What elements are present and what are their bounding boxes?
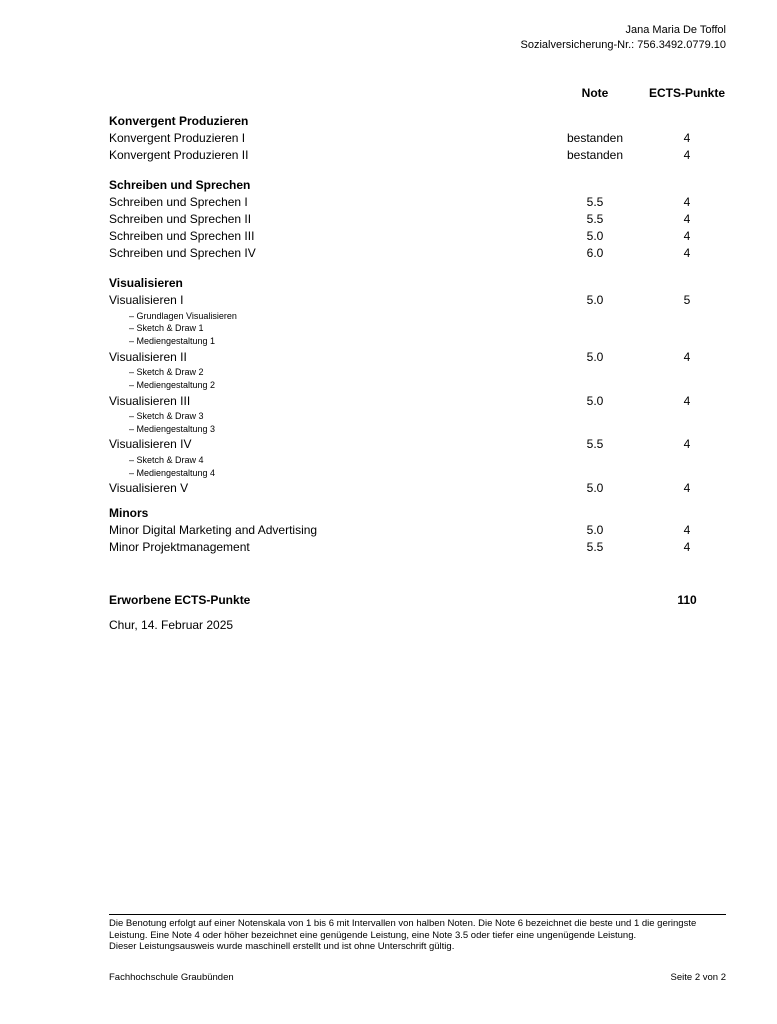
course-row bbox=[0, 436, 777, 453]
course-ects: 4 bbox=[683, 195, 691, 209]
course-module: – Sketch & Draw 3 bbox=[129, 411, 204, 421]
course-ects: 4 bbox=[683, 212, 691, 226]
total-ects-value: 110 bbox=[677, 593, 697, 607]
course-ects: 4 bbox=[683, 349, 691, 364]
course-ects: 4 bbox=[683, 148, 691, 162]
section-title: Konvergent Produzieren bbox=[109, 114, 249, 128]
section-title: Minors bbox=[109, 506, 149, 520]
course-row bbox=[0, 349, 777, 366]
course-name: Visualisieren III bbox=[109, 393, 191, 408]
course-module: – Mediengestaltung 2 bbox=[129, 379, 216, 390]
course-ects: 4 bbox=[683, 523, 691, 537]
course-note: bestanden bbox=[566, 148, 624, 162]
course-name: Konvergent Produzieren I bbox=[109, 131, 246, 145]
course-module: – Mediengestaltung 4 bbox=[129, 467, 216, 478]
social-security-number: Sozialversicherung-Nr.: 756.3492.0779.10 bbox=[520, 39, 726, 51]
course-note: 5.0 bbox=[586, 293, 604, 307]
course-note: 6.0 bbox=[586, 246, 604, 260]
course-note: 5.0 bbox=[586, 229, 604, 243]
section-title: Visualisieren bbox=[109, 276, 183, 290]
column-header-note: Note bbox=[581, 86, 609, 100]
course-row bbox=[0, 393, 777, 410]
course-ects: 4 bbox=[683, 393, 691, 408]
course-note: 5.0 bbox=[586, 481, 604, 496]
course-module: – Mediengestaltung 3 bbox=[129, 423, 216, 434]
course-ects: 4 bbox=[683, 246, 691, 260]
page-number: Seite 2 von 2 bbox=[670, 972, 726, 983]
course-row bbox=[0, 147, 777, 164]
course-name: Visualisieren V bbox=[109, 481, 189, 496]
section-title: Schreiben und Sprechen bbox=[109, 178, 251, 192]
course-row bbox=[0, 194, 777, 211]
course-row bbox=[0, 130, 777, 147]
course-name: Schreiben und Sprechen II bbox=[109, 212, 252, 226]
course-name: Schreiben und Sprechen I bbox=[109, 195, 248, 209]
grading-scale-note: Die Benotung erfolgt auf einer Notenskala von 1 bis 6 mit Intervallen von halben Noten. Die Note 6 bezeichnet die beste und 1 die geringste Leistung. Eine Note 4 oder höher bezeichnet eine genügende Leistung, eine Note 3.5 oder tiefer eine ungenügende Leistung. bbox=[109, 918, 697, 941]
course-row bbox=[0, 539, 777, 556]
student-name: Jana Maria De Toffol bbox=[625, 24, 726, 36]
course-note: 5.5 bbox=[586, 540, 604, 554]
course-ects: 4 bbox=[683, 481, 691, 496]
course-name: Minor Digital Marketing and Advertising bbox=[109, 523, 318, 537]
issue-date: Chur, 14. Februar 2025 bbox=[109, 618, 234, 632]
course-name: Visualisieren I bbox=[109, 293, 184, 307]
course-module: – Mediengestaltung 1 bbox=[129, 335, 216, 346]
course-name: Visualisieren II bbox=[109, 349, 187, 364]
course-note: bestanden bbox=[566, 131, 624, 145]
course-ects: 4 bbox=[683, 540, 691, 554]
course-row bbox=[0, 480, 777, 497]
course-module: – Sketch & Draw 1 bbox=[129, 323, 204, 334]
column-header-ects: ECTS-Punkte bbox=[648, 86, 725, 100]
course-note: 5.0 bbox=[586, 349, 604, 364]
course-name: Schreiben und Sprechen III bbox=[109, 229, 255, 243]
course-module: – Sketch & Draw 2 bbox=[129, 367, 204, 378]
course-ects: 5 bbox=[683, 293, 691, 307]
course-note: 5.5 bbox=[586, 437, 604, 452]
course-note: 5.5 bbox=[586, 212, 604, 226]
course-row bbox=[0, 245, 777, 262]
course-row bbox=[0, 292, 777, 309]
course-name: Schreiben und Sprechen IV bbox=[109, 246, 256, 260]
validity-note: Dieser Leistungsausweis wurde maschinell erstellt und ist ohne Unterschrift gültig. bbox=[109, 941, 455, 952]
course-name: Visualisieren IV bbox=[109, 437, 192, 452]
course-note: 5.0 bbox=[586, 523, 604, 537]
course-module: – Sketch & Draw 4 bbox=[129, 454, 204, 465]
course-name: Minor Projektmanagement bbox=[109, 540, 250, 554]
course-row bbox=[0, 228, 777, 245]
institution-name: Fachhochschule Graubünden bbox=[109, 972, 234, 983]
course-module: – Grundlagen Visualisieren bbox=[129, 310, 237, 321]
footer-divider bbox=[109, 914, 726, 915]
course-ects: 4 bbox=[683, 229, 691, 243]
course-row bbox=[0, 522, 777, 539]
course-note: 5.0 bbox=[586, 393, 604, 408]
course-name: Konvergent Produzieren II bbox=[109, 148, 249, 162]
course-note: 5.5 bbox=[586, 195, 604, 209]
course-ects: 4 bbox=[683, 131, 691, 145]
course-row bbox=[0, 211, 777, 228]
total-ects-label: Erworbene ECTS-Punkte bbox=[109, 593, 251, 607]
course-ects: 4 bbox=[683, 437, 691, 452]
footer-notes bbox=[109, 918, 726, 953]
document-header bbox=[521, 23, 726, 53]
